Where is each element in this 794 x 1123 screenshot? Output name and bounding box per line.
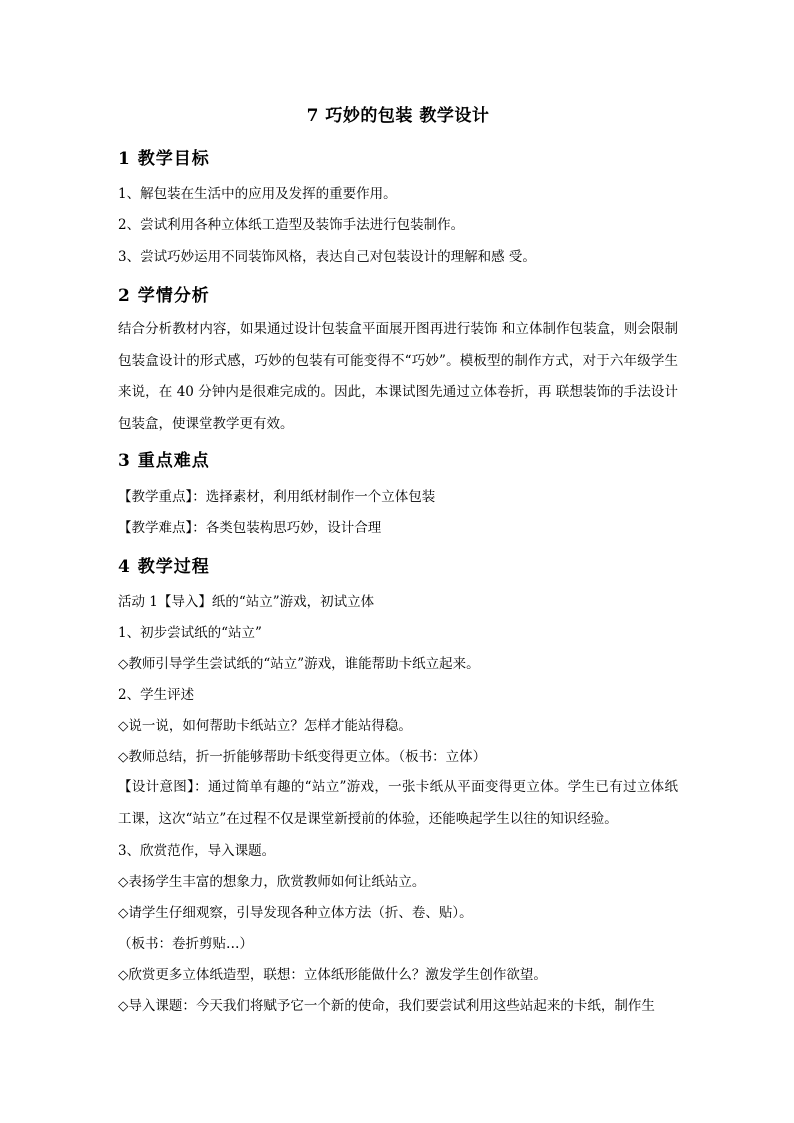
process-line: 1、初步尝试纸的“站立” — [118, 625, 262, 641]
process-line: ◇导入课题：今天我们将赋予它一个新的使命，我们要尝试利用这些站起来的卡纸，制作生 — [118, 998, 655, 1014]
process-line: （板书：卷折剪贴…） — [118, 936, 253, 952]
process-line: ◇教师总结，折一折能够帮助卡纸变得更立体。（板书：立体） — [118, 749, 487, 765]
process-line: ◇表扬学生丰富的想象力，欣赏教师如何让纸站立。 — [118, 874, 426, 890]
process-line: 2、学生评述 — [118, 687, 195, 703]
section-heading-process: 4 教学过程 — [118, 557, 210, 577]
analysis-paragraph: 结合分析教材内容，如果通过设计包装盒平面展开图再进行装饰 和立体制作包装盒，则会限制包装盒设计的形式感，巧妙的包装有可能变得不“巧妙”。模板型的制作方式，对于六年级学生来说，在 40 分钟内是很难完成的。因此，本课试图先通过立体卷折，再 联想装饰的手法设计包装盒，使课堂教学更有效。 — [118, 321, 678, 432]
objective-item: 1、解包装在生活中的应用及发挥的重要作用。 — [118, 186, 397, 202]
section-heading-objectives: 1 教学目标 — [118, 149, 210, 169]
section-heading-key-points: 3 重点难点 — [118, 451, 210, 471]
difficulty-item: 【教学难点】：各类包装构思巧妙，设计合理 — [118, 520, 382, 536]
process-line: 3、欣赏范作，导入课题。 — [118, 843, 276, 859]
objective-item: 3、尝试巧妙运用不同装饰风格，表达自己对包装设计的理解和感 受。 — [118, 249, 536, 265]
process-line: ◇欣赏更多立体纸造型，联想：立体纸形能做什么？激发学生创作欲望。 — [118, 967, 547, 983]
design-intent-paragraph: 【设计意图】：通过简单有趣的“站立”游戏，一张卡纸从平面变得更立体。学生已有过立体纸工课，这次“站立”在过程不仅是课堂新授前的体验，还能唤起学生以往的知识经验。 — [118, 779, 678, 827]
process-line: ◇说一说，如何帮助卡纸站立？怎样才能站得稳。 — [118, 718, 412, 734]
section-heading-analysis: 2 学情分析 — [118, 286, 210, 306]
key-point-item: 【教学重点】：选择素材，利用纸材制作一个立体包装 — [118, 489, 436, 505]
process-line: ◇教师引导学生尝试纸的“站立”游戏，谁能帮助卡纸立起来。 — [118, 656, 480, 672]
process-line: ◇请学生仔细观察，引导发现各种立体方法（折、卷、贴）。 — [118, 905, 473, 921]
document-title: 7 巧妙的包装 教学设计 — [306, 106, 490, 126]
objective-item: 2、尝试利用各种立体纸工造型及装饰手法进行包装制作。 — [118, 217, 465, 233]
process-line: 活动 1【导入】纸的“站立”游戏，初试立体 — [118, 594, 375, 610]
